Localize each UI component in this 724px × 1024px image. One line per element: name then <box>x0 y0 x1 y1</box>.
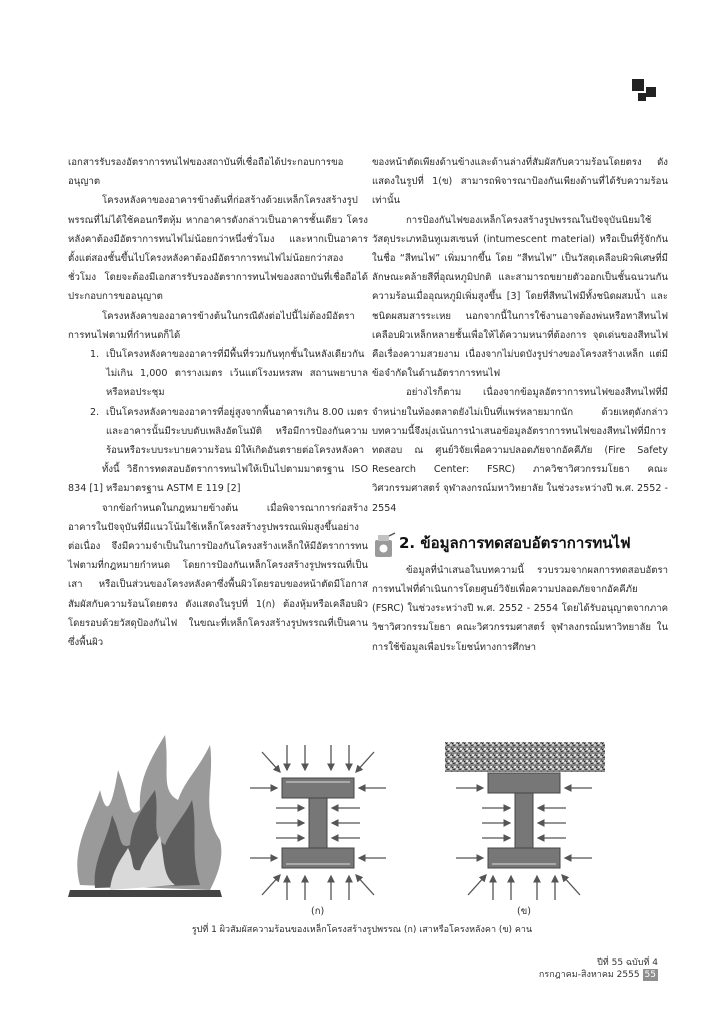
section-title: 2. ข้อมูลการทดสอบอัตราการทนไฟ <box>399 533 631 552</box>
paragraph: เอกสารรับรองอัตราการทนไฟของสถาบันที่เชื่อถือได้ประกอบการขออนุญาต <box>68 157 344 188</box>
paragraph: การป้องกันไฟของเหล็กโครงสร้างรูปพรรณในปัจจุบันนิยมใช้วัสดุประเภทอินทูเมสเซนท์ (intumescent material) หรือเป็นที่รู้จักกันในชื่อ “สีทนไฟ” เพิ่มมากขึ้น โดย “สีทนไฟ” เป็นวัสดุเคลือบผิวพิเศษที่มีลักษณะคล้ายสีที่อุณหภูมิปกติ และสามารถขยายตัวออกเป็นชั้นฉนวนกันความร้อนเมื่ออุณหภูมิเพิ่มสูงขึ้น [3] โดยที่สีทนไฟมีทั้งชนิดผสมน้ำ และชนิดผสมสารระเหย นอกจากนี้ในการใช้งานอาจต้องพ่นหรือทาสีทนไฟเคลือบผิวเหล็กหลายชั้นเพื่อให้ได้ความหนาที่ต้องการ จุดเด่นของสีทนไฟคือเรื่องความสวยงาม เนื่องจากไม่บดบังรูปร่างของโครงสร้างเหล็ก แต่มีข้อจำกัดในด้านอัตราการทนไฟ <box>372 214 668 380</box>
paragraph: จากข้อกำหนดในกฎหมายข้างต้น เมื่อพิจารณาการก่อสร้างอาคารในปัจจุบันที่มีแนวโน้มใช้เหล็กโครงสร้างรูปพรรณเพิ่มสูงขึ้นอย่างต่อเนื่อง จึงมีความจำเป็นในการป้องกันโครงสร้างเหล็กให้มีอัตราการทนไฟตามที่กฎหมายกำหนด โดยการป้องกันเหล็กโครงสร้างรูปพรรณที่เป็นเสา หรือเป็นส่วนของโครงหลังคาซึ่งพื้นผิวโดยรอบของหน้าตัดมีโอกาสสัมผัสกับความร้อนโดยตรง ดังแสดงในรูปที่ 1(ก) ต้องหุ้มหรือเคลือบผิวโดยรอบด้วยวัสดุป้องกันไฟ ในขณะที่เหล็กโครงสร้างรูปพรรณที่เป็นคาน ซึ่งพื้นผิว <box>68 502 368 649</box>
paragraph: ของหน้าตัดเพียงด้านข้างและด้านล่างที่สัมผัสกับความร้อนโดยตรง ดังแสดงในรูปที่ 1(ข) สามารถพิจารณาป้องกันเพียงด้านที่ได้รับความร้อนเท่านั้น <box>372 157 668 207</box>
paragraph: โครงหลังคาของอาคารข้างต้นในกรณีดังต่อไปนี้ไม่ต้องมีอัตราการทนไฟตามที่กำหนดก็ได้ <box>68 310 355 341</box>
paragraph: ข้อมูลที่นำเสนอในบทความนี้ รวบรวมจากผลการทดสอบอัตราการทนไฟที่ดำเนินการโดยศูนย์วิจัยเพื่อความปลอดภัยจากอัคคีภัย (FSRC) ในช่วงระหว่างปี พ.ศ. 2552 - 2554 โดยได้รับอนุญาตจากภาควิชาวิศวกรรมโยธา คณะวิศวกรรมศาสตร์ จุฬาลงกรณ์มหาวิทยาลัย ในการใช้ข้อมูลเพื่อประโยชน์ทางการศึกษา <box>372 564 668 653</box>
flames-illustration <box>68 735 222 897</box>
figure-label-a: (ก) <box>311 906 325 917</box>
list-item-text: เป็นโครงหลังคาของอาคารที่มีพื้นที่รวมกันทุกชั้นในหลังเดียวกันไม่เกิน 1,000 ตารางเมตร เว้นแต่โรงมหรสพ สถานพยาบาล หรือหอประชุม <box>106 349 368 399</box>
page-number: 55 <box>644 970 656 980</box>
figure-caption: รูปที่ 1 ผิวสัมผัสความร้อนของเหล็กโครงสร้างรูปพรรณ (ก) เสาหรือโครงหลังคา (ข) คาน <box>191 925 533 935</box>
page-footer <box>539 957 658 981</box>
concrete-slab <box>445 742 605 772</box>
paragraph: ทั้งนี้ วิธีการทดสอบอัตราการทนไฟให้เป็นไปตามมาตรฐาน ISO 834 [1] หรือมาตรฐาน ASTM E 119 [2] <box>68 464 368 495</box>
list-number: 1. <box>90 349 100 361</box>
paragraph: อย่างไรก็ตาม เนื่องจากข้อมูลอัตราการทนไฟของสีทนไฟที่มีจำหน่ายในท้องตลาดยังไม่เป็นที่แพร่หลายมากนัก ด้วยเหตุดังกล่าว บทความนี้จึงมุ่งเน้นการนำเสนอข้อมูลอัตราการทนไฟของสีทนไฟที่มีการทดสอบ ณ ศูนย์วิจัยเพื่อความปลอดภัยจากอัคคีภัย (Fire Safety Research Center: FSRC) ภาควิชาวิศวกรรมโยธา คณะวิศวกรรมศาสตร์ จุฬาลงกรณ์มหาวิทยาลัย ในช่วงระหว่างปี พ.ศ. 2552 - 2554 <box>372 387 668 514</box>
figure-label-b: (ข) <box>517 906 531 917</box>
paragraph: โครงหลังคาของอาคารข้างต้นที่ก่อสร้างด้วยเหล็กโครงสร้างรูปพรรณที่ไม่ได้ใช้คอนกรีตหุ้ม หากอาคารดังกล่าวเป็นอาคารชั้นเดียว โครงหลังคาต้องมีอัตราการทนไฟไม่น้อยกว่าหนึ่งชั่วโมง และหากเป็นอาคารตั้งแต่สองชั้นขึ้นไปโครงหลังคาต้องมีอัตราการทนไฟไม่น้อยกว่าสองชั่วโมง โดยจะต้องมีเอกสารรับรองอัตราการทนไฟของสถาบันที่เชื่อถือได้ประกอบการขออนุญาต <box>68 195 368 303</box>
list-number: 2. <box>90 406 100 418</box>
issue-info: ปีที่ 55 ฉบับที่ 4 <box>597 958 658 968</box>
steel-beam-section <box>488 773 560 868</box>
issue-months: กรกฎาคม-สิงหาคม 2555 <box>538 970 640 980</box>
list-item-text: เป็นโครงหลังคาของอาคารที่อยู่สูงจากพื้นอาคารเกิน 8.00 เมตร และอาคารนั้นมีระบบดับเพลิงอัตโนมัติ หรือมีการป้องกันความร้อนหรือระบบระบายความร้อน มิให้เกิดอันตรายต่อโครงหลังคา <box>106 406 368 457</box>
